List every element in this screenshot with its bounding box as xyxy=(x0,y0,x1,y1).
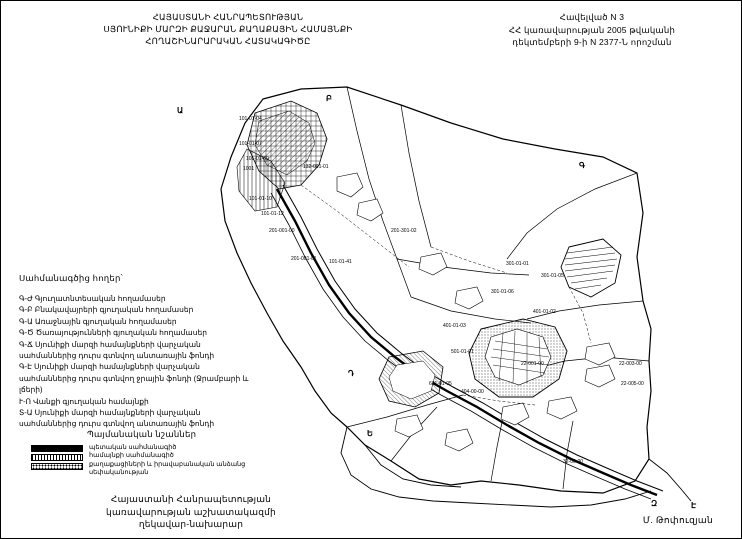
parcel-code: 101-01-07 xyxy=(239,141,262,147)
parcel-code: 101-01-04 xyxy=(239,116,262,122)
boundary-swatches xyxy=(31,445,83,472)
legend-item: Գ-Է Սյունիքի մարզի համայնքների վարչական սահմաններից դուրս գտնվող ջրային ֆոնդի (Ջրամբարի և լճերի) xyxy=(19,362,249,395)
boundaries-legend-title: Պայմանական նշաններ xyxy=(87,429,197,439)
legend-item: Գ-Ծ Ծառայությունների գյուղական հողամասեր xyxy=(19,328,207,338)
sector-label-b: Բ xyxy=(326,94,332,103)
parcel-code: 301-01-05 xyxy=(541,273,564,279)
sector-label-g: Գ xyxy=(579,161,586,170)
parcel-code: 301-01-06 xyxy=(491,289,514,295)
community-boundary-swatch xyxy=(31,454,83,461)
parcel-code: 101-01-09 xyxy=(246,156,269,162)
sector-label-d: Դ xyxy=(348,369,355,378)
parcel-code: 101-01-10 xyxy=(249,196,272,202)
parcel-code: 22-003-00 xyxy=(619,361,642,367)
parcel-code: 201-001-00 xyxy=(269,228,295,234)
parcel-code: 132-001-01 xyxy=(303,164,329,170)
signature-name: Մ. Թոփուզյան xyxy=(642,515,713,525)
footer-line-1: Հայաստանի Հանրապետության xyxy=(110,494,272,504)
sector-label-a: Ա xyxy=(177,106,184,115)
decision-line-1: ՀՀ կառավարության 2005 թվականի xyxy=(508,25,676,35)
legend-item: Գ-Ժ Գյուղատնտեսական հողամասեր xyxy=(19,294,166,303)
parcel-code: 22-001-00 xyxy=(521,361,544,367)
parcel-code: 401-01-02 xyxy=(533,309,556,315)
sector-label-z: Զ xyxy=(651,499,658,508)
parcel-code: 301-01-01 xyxy=(506,261,529,267)
parcel-code: 404-00-00 xyxy=(461,389,484,395)
parcel-code: 22-005-00 xyxy=(621,381,644,387)
header-right-reference xyxy=(457,11,727,48)
parcel-code: 201-001-01 xyxy=(291,256,317,262)
boundary-label: պետական սահմանագիծ xyxy=(89,444,177,451)
boundary-label: համայնքի սահմանագիծ xyxy=(89,452,174,460)
legend-item: Ւ-Ո Վանքի գյուղական համայնքի xyxy=(19,396,149,406)
parcel-code: 501-01-01 xyxy=(451,349,474,355)
legend-item: Տ-Ա Սյունիքի մարզի համայնքների վարչական սահմաններից դուրս գտնվող անտառային ֆոնդի xyxy=(19,408,215,429)
parcel-code: 401-01-03 xyxy=(443,323,466,329)
parcel-code: 32-00-00 xyxy=(563,459,584,465)
footer-line-3: ղեկավար-նախարար xyxy=(138,519,244,529)
parcel-code: 601-01-05 xyxy=(429,381,452,387)
parcel-code: 101-01-12 xyxy=(261,211,284,217)
parcel-code: 1001 xyxy=(243,166,255,172)
annex-number: Հավելված N 3 xyxy=(559,12,625,22)
sector-label-e: Ե xyxy=(367,429,373,438)
legend-item: Գ-Ճ Սյունիքի մարզի համայնքների վարչական սահմաններից դուրս գտնվող անտառային ֆոնդի xyxy=(19,339,215,361)
header-left-line-3: ՀՈՂԱՇԻՆԱՐԱՐԱԿԱՆ ՀԱՏԱԿԱԳԻԾԸ xyxy=(145,36,311,46)
boundary-label: քաղաքացիների և իրավաբանական անձանց սեփականության xyxy=(89,460,246,477)
cadastral-map xyxy=(151,61,736,521)
parcel-code: 201-301-02 xyxy=(391,228,417,234)
parcel-code: 101-01-41 xyxy=(329,259,352,265)
footer-line-2: կառավարության աշխատակազմի xyxy=(106,506,276,517)
legend-title: Սահմանագծից հողեր՝ xyxy=(19,273,123,283)
legend-item: Գ-Ա Առաջնային գյուղական հողամասեր xyxy=(19,316,177,326)
private-ownership-swatch xyxy=(31,463,83,470)
legend-item: Գ-Բ Բնակավայրերի գյուղական հողամասեր xyxy=(19,305,194,315)
decision-line-2: դեկտեմբերի 9-ի N 2377-Ն որոշման xyxy=(512,37,672,47)
sector-label-e2: Է xyxy=(691,501,697,510)
state-boundary-swatch xyxy=(31,445,83,452)
header-left-line-2: ՍՅՈՒՆԻՔԻ ՄԱՐԶԻ ՔԱՋԱՐԱՆ ՔԱՂԱՔԱՅԻՆ ՀԱՄԱՅՆՔԻ xyxy=(103,24,353,34)
map-svg xyxy=(151,61,736,521)
header-left-title xyxy=(63,11,393,47)
header-left-line-1: ՀԱՅԱՍՏԱՆԻ ՀԱՆՐԱՊԵՏՈՒԹՅԱՆ xyxy=(152,12,304,22)
